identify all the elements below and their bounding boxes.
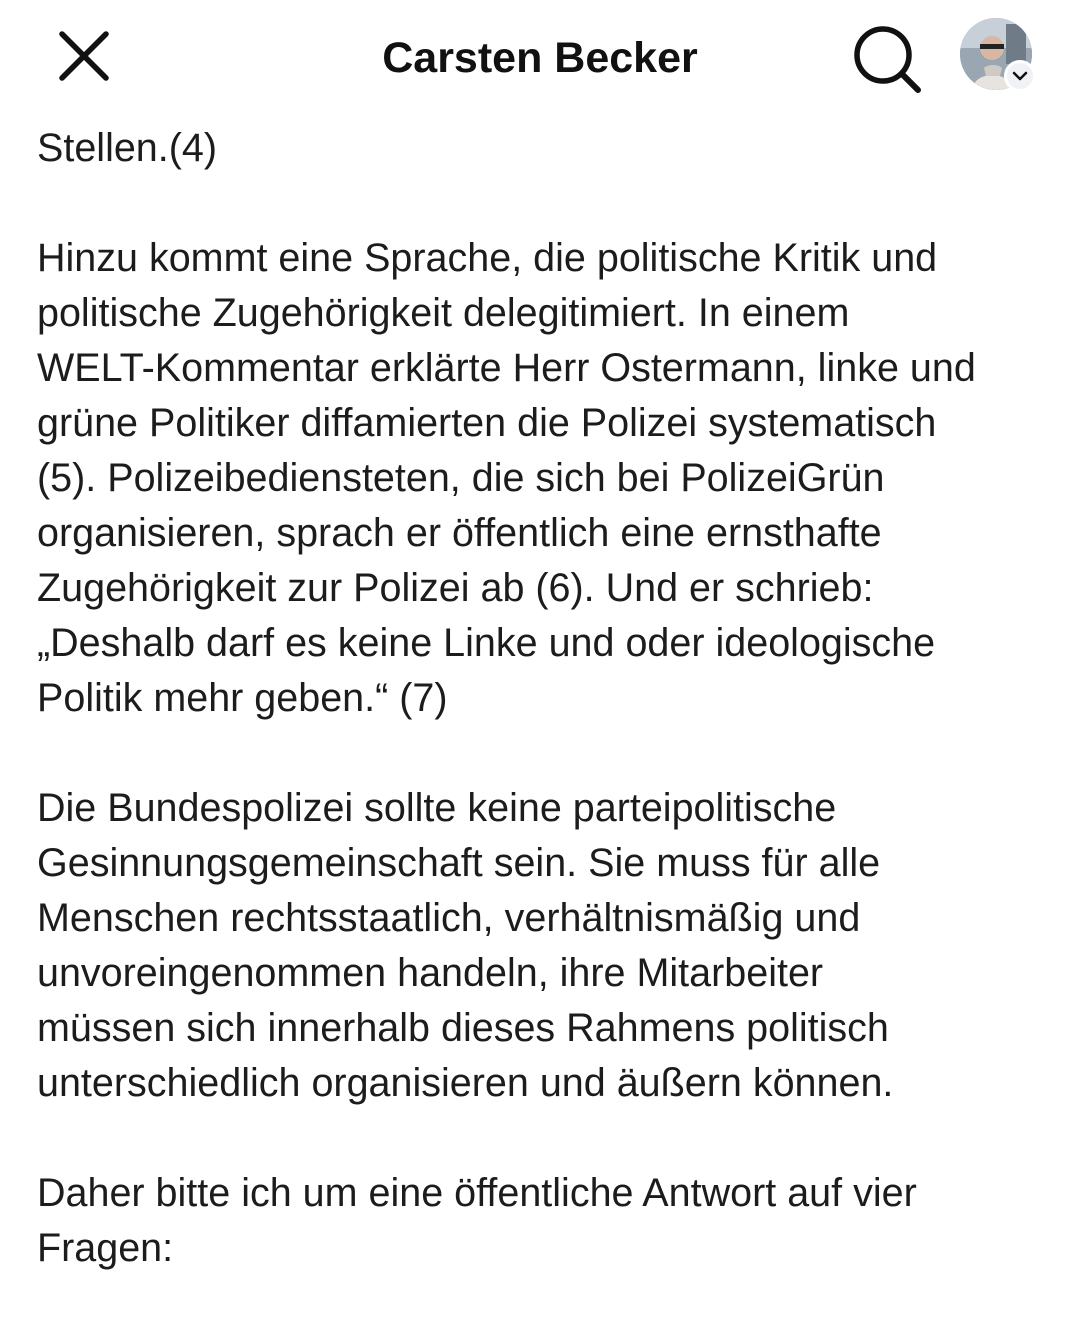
profile-avatar-button[interactable]	[960, 18, 1036, 94]
post-paragraph: Stellen.(4)	[37, 126, 218, 170]
post-paragraph: Die Bundespolizei sollte keine parteipolitische Gesinnungsgemeinschaft sein. Sie muss für alle Menschen rechtsstaatlich, verhältnismäßig und unvoreingenommen handeln, ihre Mitarbeiter müssen sich innerhalb dieses Rahmens politisch unterschiedlich organisieren und äußern können.	[37, 786, 894, 1105]
post-body	[37, 121, 1052, 1331]
close-button[interactable]	[54, 26, 114, 86]
search-icon	[853, 25, 923, 95]
chevron-down-icon	[1012, 70, 1028, 82]
post-paragraph: Hinzu kommt eine Sprache, die politische Kritik und politische Zugehörigkeit delegitimiert. In einem WELT-Kommentar erklärte Herr Ostermann, linke und grüne Politiker diffamierten die Polizei systematisch (5). Polizeibediensteten, die sich bei PolizeiGrün organisieren, sprach er öffentlich eine ernsthafte Zugehörigkeit zur Polizei ab (6). Und er schrieb: „Deshalb darf es keine Linke und oder ideologische Politik mehr geben.“ (7)	[37, 236, 976, 720]
page-title: Carsten Becker	[382, 34, 698, 82]
top-bar	[0, 0, 1080, 114]
avatar-dropdown[interactable]	[1004, 60, 1036, 92]
close-icon	[58, 30, 110, 82]
post-paragraph: Daher bitte ich um eine öffentliche Antwort auf vier Fragen:	[37, 1171, 917, 1270]
search-button[interactable]	[850, 22, 926, 98]
